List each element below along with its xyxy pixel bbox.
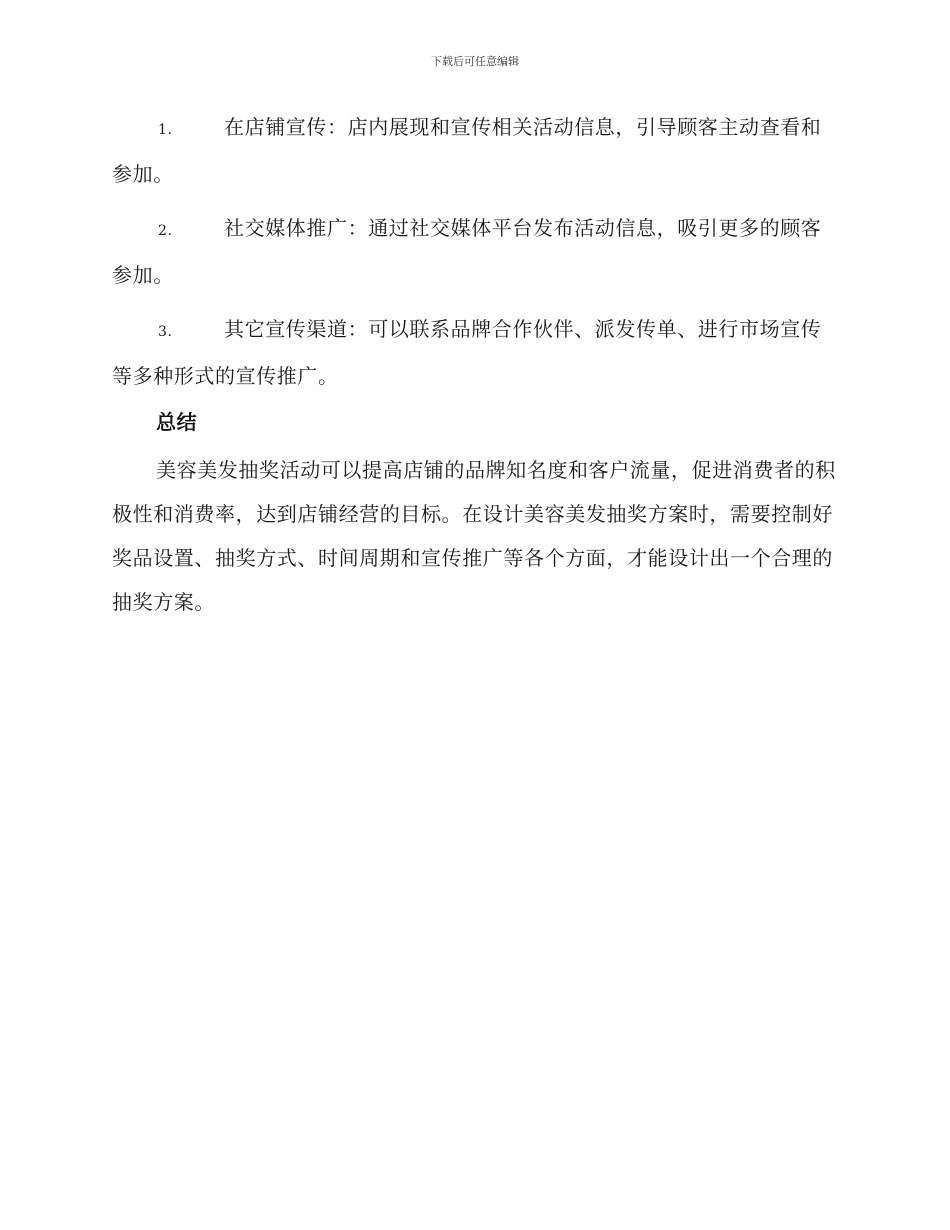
- page-header: 下载后可任意编辑: [431, 55, 519, 68]
- summary-paragraph: 美容美发抽奖活动可以提高店铺的品牌知名度和客户流量，促进消费者的积极性和消费率，达到店铺经营的目标。在设计美容美发抽奖方案时，需要控制好奖品设置、抽奖方式、时间周期和宣传推广等各个方面，才能设计出一个合理的抽奖方案。: [112, 458, 836, 614]
- list-item-1: [112, 105, 836, 196]
- list-number: 1.: [158, 122, 173, 138]
- list-item-text: 在店铺宣传：店内展现和宣传相关活动信息，引导顾客主动查看和参加。: [112, 115, 822, 186]
- list-number: 3.: [158, 324, 173, 340]
- list-item-2: [112, 206, 836, 297]
- list-item-text: 其它宣传渠道：可以联系品牌合作伙伴、派发传单、进行市场宣传等多种形式的宣传推广。: [112, 317, 822, 388]
- list-number: 2.: [158, 223, 173, 239]
- document-body: [112, 105, 836, 624]
- list-item-text: 社交媒体推广：通过社交媒体平台发布活动信息，吸引更多的顾客参加。: [112, 216, 822, 287]
- section-title: 总结: [156, 410, 198, 434]
- list-item-3: [112, 307, 836, 398]
